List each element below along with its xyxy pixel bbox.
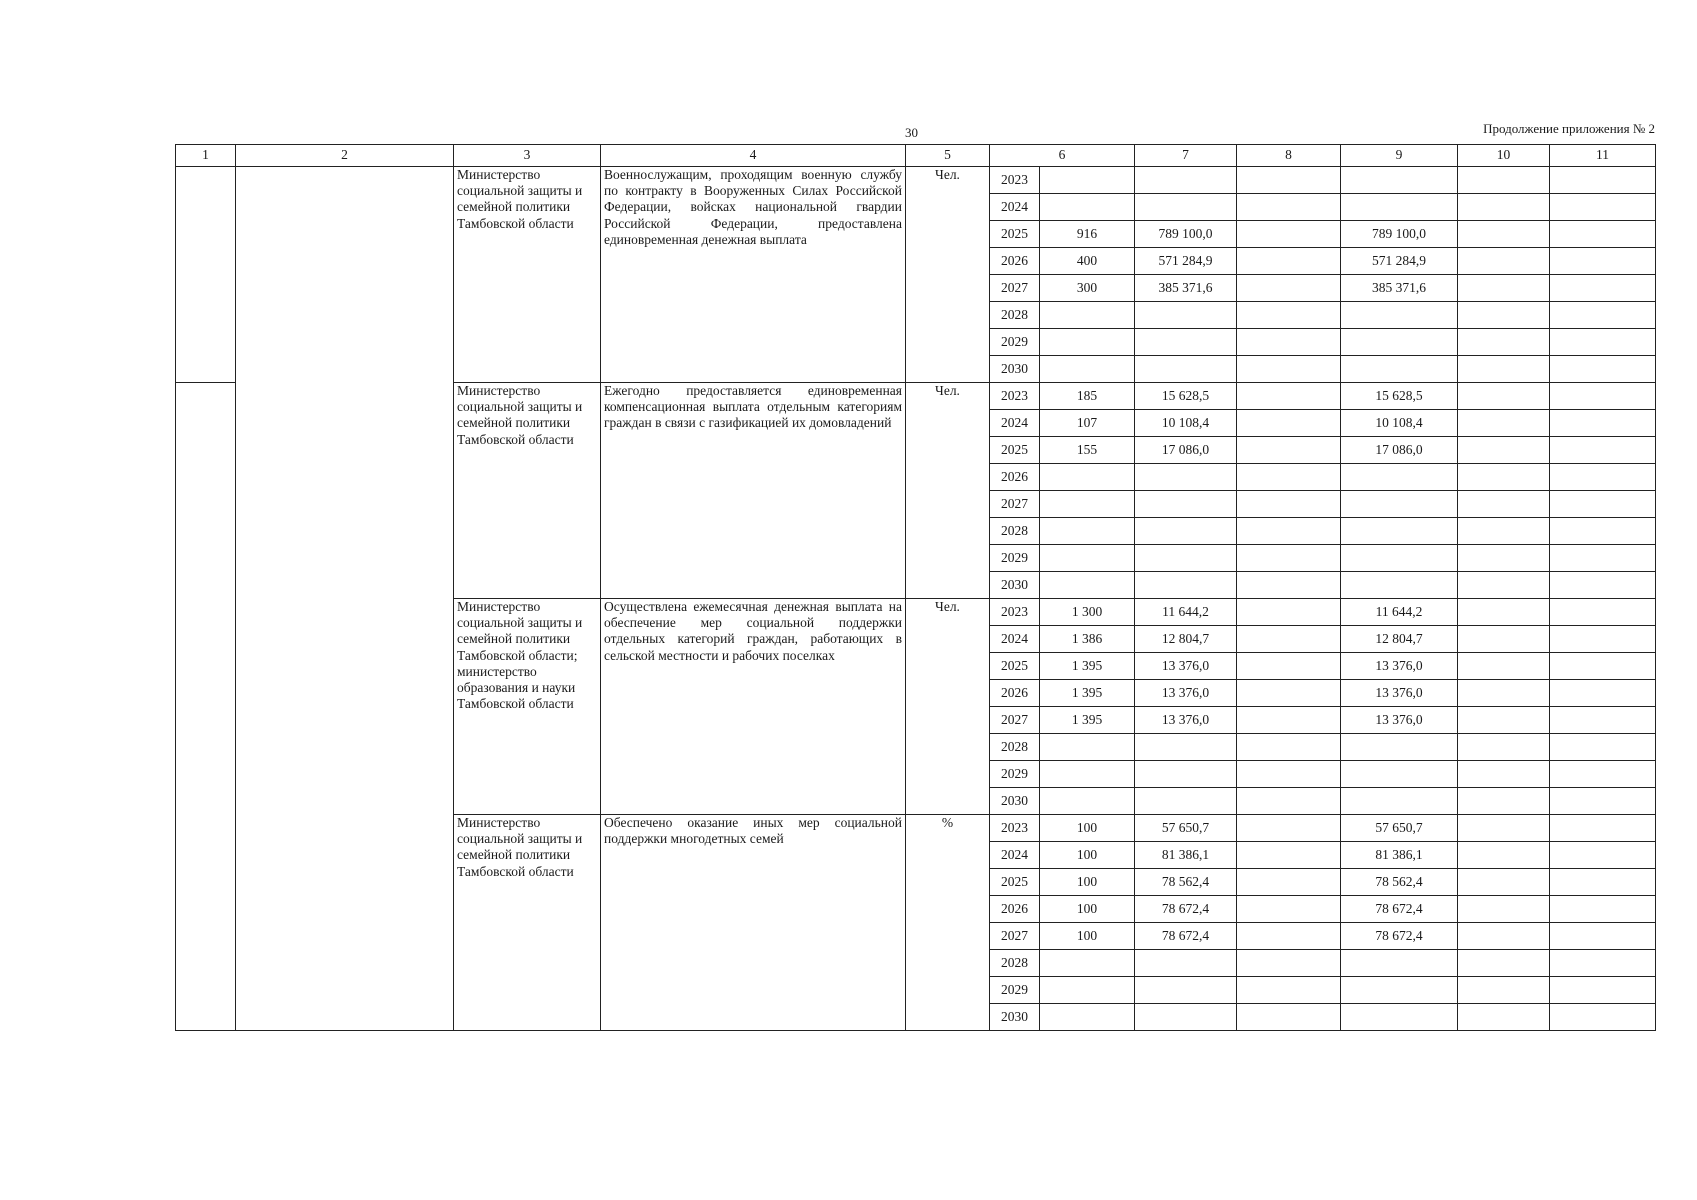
appendix-table	[175, 144, 1656, 1031]
table-row	[176, 167, 1656, 194]
year-cell: 2024	[990, 842, 1040, 869]
value-cell	[1458, 221, 1550, 248]
year-cell: 2023	[990, 815, 1040, 842]
continuation-note: Продолжение приложения № 2	[1483, 121, 1655, 136]
value-cell	[1135, 518, 1237, 545]
value-cell: 1 395	[1040, 680, 1135, 707]
value-cell: 13 376,0	[1135, 707, 1237, 734]
column-number: 11	[1550, 145, 1656, 167]
year-cell: 2027	[990, 923, 1040, 950]
value-cell	[1458, 653, 1550, 680]
value-cell: 789 100,0	[1341, 221, 1458, 248]
value-cell	[1550, 194, 1656, 221]
year-cell: 2027	[990, 491, 1040, 518]
column-number: 4	[601, 145, 906, 167]
value-cell: 17 086,0	[1341, 437, 1458, 464]
value-cell	[1135, 1004, 1237, 1031]
value-cell	[1458, 680, 1550, 707]
value-cell: 100	[1040, 815, 1135, 842]
value-cell: 81 386,1	[1135, 842, 1237, 869]
value-cell	[1458, 464, 1550, 491]
value-cell	[1458, 950, 1550, 977]
value-cell	[1237, 761, 1341, 788]
responsible-organization: Министерство социальной защиты и семейной политики Тамбовской области	[454, 815, 601, 1031]
value-cell	[1550, 437, 1656, 464]
value-cell	[1237, 302, 1341, 329]
value-cell	[1550, 626, 1656, 653]
column-number: 9	[1341, 145, 1458, 167]
value-cell	[1237, 275, 1341, 302]
value-cell	[1341, 356, 1458, 383]
value-cell: 385 371,6	[1341, 275, 1458, 302]
value-cell	[1458, 248, 1550, 275]
result-description: Ежегодно предоставляется единовременная компенсационная выплата отдельным категориям граждан в связи с газификацией их домовладений	[601, 383, 906, 599]
page-number: 30	[905, 125, 918, 140]
value-cell	[1040, 734, 1135, 761]
value-cell: 10 108,4	[1135, 410, 1237, 437]
value-cell	[1341, 464, 1458, 491]
year-cell: 2029	[990, 329, 1040, 356]
value-cell	[1341, 329, 1458, 356]
value-cell	[1550, 599, 1656, 626]
value-cell: 571 284,9	[1135, 248, 1237, 275]
unit-of-measure: %	[906, 815, 990, 1031]
value-cell: 13 376,0	[1135, 653, 1237, 680]
value-cell	[1040, 572, 1135, 599]
value-cell	[1237, 437, 1341, 464]
value-cell	[1550, 923, 1656, 950]
value-cell	[1237, 194, 1341, 221]
value-cell	[1040, 761, 1135, 788]
year-cell: 2030	[990, 356, 1040, 383]
year-cell: 2028	[990, 950, 1040, 977]
result-description: Осуществлена ежемесячная денежная выплата на обеспечение мер социальной поддержки отдельных категорий граждан, работающих в сельской местности и рабочих поселках	[601, 599, 906, 815]
column-number: 1	[176, 145, 236, 167]
value-cell	[1341, 572, 1458, 599]
value-cell	[1550, 842, 1656, 869]
value-cell	[1135, 194, 1237, 221]
value-cell: 57 650,7	[1341, 815, 1458, 842]
value-cell	[1550, 167, 1656, 194]
value-cell	[1550, 707, 1656, 734]
value-cell	[1237, 248, 1341, 275]
value-cell	[1458, 275, 1550, 302]
value-cell	[1550, 680, 1656, 707]
value-cell: 11 644,2	[1341, 599, 1458, 626]
value-cell	[1458, 302, 1550, 329]
value-cell	[1550, 977, 1656, 1004]
value-cell	[1237, 788, 1341, 815]
value-cell	[1458, 383, 1550, 410]
value-cell	[1458, 626, 1550, 653]
column-number: 7	[1135, 145, 1237, 167]
value-cell	[1550, 653, 1656, 680]
value-cell	[1458, 491, 1550, 518]
value-cell	[1237, 221, 1341, 248]
value-cell: 100	[1040, 923, 1135, 950]
value-cell: 571 284,9	[1341, 248, 1458, 275]
value-cell: 12 804,7	[1341, 626, 1458, 653]
value-cell	[1550, 950, 1656, 977]
value-cell	[1550, 383, 1656, 410]
value-cell	[1237, 329, 1341, 356]
column-number-row	[176, 145, 1656, 167]
value-cell	[1040, 329, 1135, 356]
value-cell: 155	[1040, 437, 1135, 464]
value-cell	[1550, 302, 1656, 329]
value-cell	[1458, 599, 1550, 626]
value-cell	[1458, 923, 1550, 950]
value-cell	[1550, 1004, 1656, 1031]
value-cell	[1458, 437, 1550, 464]
value-cell: 78 672,4	[1341, 896, 1458, 923]
value-cell: 1 395	[1040, 653, 1135, 680]
responsible-organization: Министерство социальной защиты и семейной политики Тамбовской области; министерство образования и науки Тамбовской области	[454, 599, 601, 815]
value-cell	[1341, 1004, 1458, 1031]
value-cell	[1550, 518, 1656, 545]
value-cell	[1458, 356, 1550, 383]
year-cell: 2028	[990, 734, 1040, 761]
year-cell: 2025	[990, 869, 1040, 896]
value-cell	[1341, 167, 1458, 194]
value-cell	[1458, 167, 1550, 194]
value-cell	[1341, 194, 1458, 221]
value-cell	[1458, 572, 1550, 599]
value-cell	[1550, 221, 1656, 248]
value-cell	[1550, 815, 1656, 842]
value-cell	[1135, 302, 1237, 329]
value-cell	[1237, 383, 1341, 410]
year-cell: 2029	[990, 761, 1040, 788]
value-cell	[1237, 815, 1341, 842]
value-cell	[1135, 572, 1237, 599]
value-cell: 15 628,5	[1135, 383, 1237, 410]
column-number: 3	[454, 145, 601, 167]
value-cell: 13 376,0	[1341, 680, 1458, 707]
year-cell: 2026	[990, 464, 1040, 491]
value-cell: 385 371,6	[1135, 275, 1237, 302]
value-cell	[1550, 464, 1656, 491]
value-cell	[1550, 869, 1656, 896]
value-cell	[1458, 329, 1550, 356]
value-cell	[1135, 734, 1237, 761]
value-cell	[1040, 302, 1135, 329]
year-cell: 2026	[990, 680, 1040, 707]
value-cell	[1040, 545, 1135, 572]
value-cell	[1237, 599, 1341, 626]
year-cell: 2025	[990, 437, 1040, 464]
value-cell	[1237, 491, 1341, 518]
value-cell	[1458, 410, 1550, 437]
value-cell: 789 100,0	[1135, 221, 1237, 248]
value-cell	[1040, 518, 1135, 545]
value-cell	[1458, 869, 1550, 896]
value-cell: 400	[1040, 248, 1135, 275]
value-cell	[1458, 842, 1550, 869]
column-1-cell	[176, 383, 236, 1031]
value-cell	[1237, 653, 1341, 680]
column-2-cell	[236, 167, 454, 1031]
value-cell: 11 644,2	[1135, 599, 1237, 626]
value-cell	[1550, 248, 1656, 275]
value-cell	[1135, 761, 1237, 788]
column-number: 8	[1237, 145, 1341, 167]
year-cell: 2023	[990, 599, 1040, 626]
value-cell	[1040, 977, 1135, 1004]
responsible-organization: Министерство социальной защиты и семейной политики Тамбовской области	[454, 383, 601, 599]
value-cell	[1341, 734, 1458, 761]
value-cell: 12 804,7	[1135, 626, 1237, 653]
value-cell	[1040, 194, 1135, 221]
value-cell: 185	[1040, 383, 1135, 410]
value-cell	[1341, 491, 1458, 518]
year-cell: 2024	[990, 626, 1040, 653]
value-cell: 1 300	[1040, 599, 1135, 626]
year-cell: 2030	[990, 572, 1040, 599]
value-cell	[1135, 329, 1237, 356]
value-cell: 81 386,1	[1341, 842, 1458, 869]
value-cell	[1458, 896, 1550, 923]
value-cell	[1550, 896, 1656, 923]
value-cell	[1237, 707, 1341, 734]
value-cell	[1458, 977, 1550, 1004]
value-cell	[1135, 491, 1237, 518]
value-cell	[1550, 545, 1656, 572]
year-cell: 2027	[990, 275, 1040, 302]
value-cell	[1458, 545, 1550, 572]
value-cell	[1237, 545, 1341, 572]
year-cell: 2026	[990, 248, 1040, 275]
value-cell	[1550, 275, 1656, 302]
value-cell: 1 386	[1040, 626, 1135, 653]
column-number: 6	[990, 145, 1135, 167]
unit-of-measure: Чел.	[906, 167, 990, 383]
value-cell	[1237, 680, 1341, 707]
value-cell	[1237, 410, 1341, 437]
value-cell	[1341, 545, 1458, 572]
value-cell	[1458, 518, 1550, 545]
value-cell: 13 376,0	[1341, 653, 1458, 680]
year-cell: 2026	[990, 896, 1040, 923]
value-cell	[1135, 788, 1237, 815]
year-cell: 2030	[990, 788, 1040, 815]
value-cell: 57 650,7	[1135, 815, 1237, 842]
value-cell: 1 395	[1040, 707, 1135, 734]
year-cell: 2030	[990, 1004, 1040, 1031]
value-cell	[1237, 923, 1341, 950]
value-cell: 78 562,4	[1135, 869, 1237, 896]
value-cell	[1458, 1004, 1550, 1031]
result-description: Военнослужащим, проходящим военную службу по контракту в Вооруженных Силах Российской Федерации, войсках национальной гвардии Российской Федерации, предоставлена единовременная денежная выплата	[601, 167, 906, 383]
value-cell	[1550, 356, 1656, 383]
value-cell	[1040, 950, 1135, 977]
value-cell	[1237, 842, 1341, 869]
value-cell	[1458, 194, 1550, 221]
responsible-organization: Министерство социальной защиты и семейной политики Тамбовской области	[454, 167, 601, 383]
value-cell	[1237, 572, 1341, 599]
value-cell	[1237, 167, 1341, 194]
value-cell	[1135, 464, 1237, 491]
value-cell	[1458, 788, 1550, 815]
year-cell: 2029	[990, 545, 1040, 572]
year-cell: 2029	[990, 977, 1040, 1004]
value-cell	[1550, 491, 1656, 518]
unit-of-measure: Чел.	[906, 599, 990, 815]
result-description: Обеспечено оказание иных мер социальной поддержки многодетных семей	[601, 815, 906, 1031]
value-cell	[1458, 734, 1550, 761]
column-number: 5	[906, 145, 990, 167]
column-number: 10	[1458, 145, 1550, 167]
value-cell: 100	[1040, 869, 1135, 896]
value-cell	[1341, 518, 1458, 545]
year-cell: 2023	[990, 383, 1040, 410]
year-cell: 2025	[990, 653, 1040, 680]
value-cell	[1341, 788, 1458, 815]
value-cell	[1237, 356, 1341, 383]
value-cell	[1341, 302, 1458, 329]
value-cell	[1458, 761, 1550, 788]
value-cell	[1237, 626, 1341, 653]
value-cell	[1237, 869, 1341, 896]
value-cell	[1040, 167, 1135, 194]
value-cell: 13 376,0	[1341, 707, 1458, 734]
value-cell	[1040, 1004, 1135, 1031]
column-1-cell	[176, 167, 236, 383]
value-cell	[1341, 761, 1458, 788]
value-cell	[1135, 950, 1237, 977]
value-cell	[1237, 896, 1341, 923]
value-cell: 15 628,5	[1341, 383, 1458, 410]
value-cell: 100	[1040, 896, 1135, 923]
value-cell: 78 672,4	[1135, 896, 1237, 923]
value-cell: 78 672,4	[1135, 923, 1237, 950]
value-cell: 78 672,4	[1341, 923, 1458, 950]
value-cell	[1237, 464, 1341, 491]
value-cell	[1550, 734, 1656, 761]
value-cell	[1237, 518, 1341, 545]
value-cell	[1040, 491, 1135, 518]
value-cell	[1550, 788, 1656, 815]
value-cell	[1237, 977, 1341, 1004]
value-cell	[1135, 545, 1237, 572]
value-cell: 17 086,0	[1135, 437, 1237, 464]
value-cell	[1135, 167, 1237, 194]
value-cell	[1040, 788, 1135, 815]
year-cell: 2024	[990, 410, 1040, 437]
value-cell	[1237, 950, 1341, 977]
value-cell	[1550, 572, 1656, 599]
year-cell: 2028	[990, 518, 1040, 545]
value-cell: 100	[1040, 842, 1135, 869]
value-cell	[1237, 734, 1341, 761]
value-cell: 107	[1040, 410, 1135, 437]
value-cell	[1550, 410, 1656, 437]
value-cell: 10 108,4	[1341, 410, 1458, 437]
year-cell: 2028	[990, 302, 1040, 329]
year-cell: 2027	[990, 707, 1040, 734]
value-cell: 13 376,0	[1135, 680, 1237, 707]
value-cell	[1550, 329, 1656, 356]
year-cell: 2024	[990, 194, 1040, 221]
value-cell	[1135, 356, 1237, 383]
value-cell: 916	[1040, 221, 1135, 248]
value-cell	[1237, 1004, 1341, 1031]
value-cell	[1458, 815, 1550, 842]
unit-of-measure: Чел.	[906, 383, 990, 599]
value-cell	[1341, 950, 1458, 977]
year-cell: 2025	[990, 221, 1040, 248]
value-cell	[1135, 977, 1237, 1004]
value-cell	[1458, 707, 1550, 734]
year-cell: 2023	[990, 167, 1040, 194]
value-cell: 78 562,4	[1341, 869, 1458, 896]
value-cell: 300	[1040, 275, 1135, 302]
value-cell	[1040, 464, 1135, 491]
value-cell	[1550, 761, 1656, 788]
value-cell	[1341, 977, 1458, 1004]
column-number: 2	[236, 145, 454, 167]
value-cell	[1040, 356, 1135, 383]
